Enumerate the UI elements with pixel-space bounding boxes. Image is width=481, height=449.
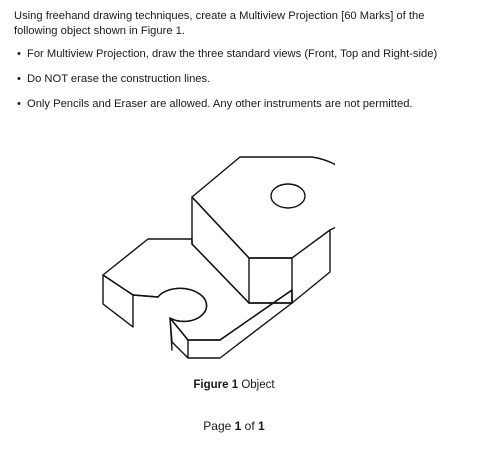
upper-block-right-face (249, 258, 292, 303)
figure-caption (0, 379, 468, 391)
upper-block-curved-side (292, 230, 330, 303)
instruction-item (17, 97, 477, 112)
bullet-icon: • (17, 73, 21, 85)
base-slab-side-face (188, 290, 292, 358)
page-prefix: Page (203, 419, 232, 433)
page-of: of (244, 419, 255, 433)
bullet-icon: • (17, 48, 21, 60)
figure-caption-text: Object (241, 379, 275, 391)
instructions-intro: Using freehand drawing techniques, create a Multiview Projection [60 Marks] of the following object shown in Figure 1. (14, 10, 425, 37)
instruction-text: Do NOT erase the construction lines. (27, 73, 211, 85)
instruction-item (17, 47, 477, 62)
upper-block-front-face (192, 197, 249, 303)
isometric-object-drawing (95, 150, 335, 365)
hole-ellipse (271, 184, 305, 208)
page-number (0, 419, 468, 433)
upper-block-top-face (192, 157, 335, 258)
instructions-list (17, 47, 477, 122)
base-slab-left-face (103, 275, 133, 327)
instruction-text: For Multiview Projection, draw the three standard views (Front, Top and Right-side) (27, 48, 438, 60)
page-total: 1 (258, 419, 265, 433)
instruction-text: Only Pencils and Eraser are allowed. Any other instruments are not permitted. (27, 98, 413, 110)
instruction-item (17, 72, 477, 87)
base-slab-right-face (170, 318, 188, 358)
page-current: 1 (234, 419, 242, 433)
figure-label: Figure 1 (193, 379, 239, 391)
bullet-icon: • (17, 98, 21, 110)
